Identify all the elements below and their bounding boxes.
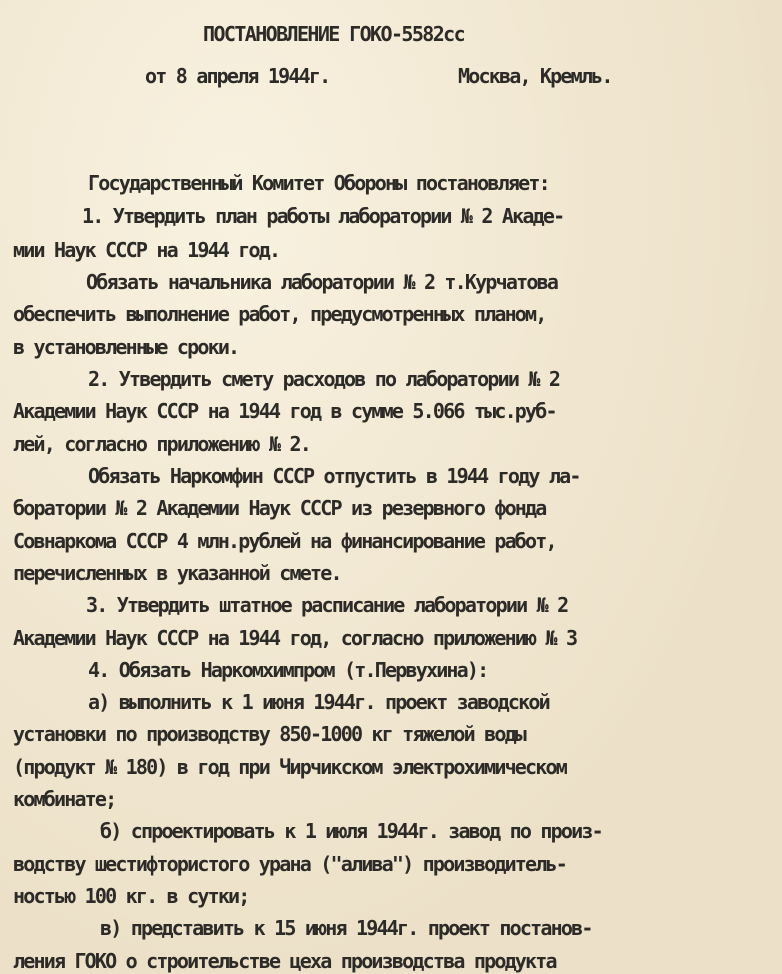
text-line: 2. Утвердить смету расходов по лаборатории № 2 (88, 367, 560, 391)
text-line: ностью 100 кг. в сутки; (13, 884, 249, 908)
text-line: в установленные сроки. (13, 335, 239, 359)
text-line: 1. Утвердить план работы лаборатории № 2 Акаде- (82, 204, 564, 228)
text-line: 4. Обязать Наркомхимпром (т.Первухина): (88, 658, 488, 682)
text-line: 3. Утвердить штатное расписание лаборатории № 2 (86, 593, 568, 617)
text-line: ления ГОКО о строительстве цеха производства продукта (13, 949, 556, 973)
document-place: Москва, Кремль. (458, 64, 612, 88)
document-date: от 8 апреля 1944г. (145, 64, 330, 88)
text-line: боратории № 2 Академии Наук СССР из резервного фонда (13, 496, 546, 520)
text-line: перечисленных в указанной смете. (13, 561, 341, 585)
text-line: комбинате; (13, 787, 116, 811)
text-line: Обязать Наркомфин СССР отпустить в 1944 году ла- (88, 464, 580, 488)
text-line: обеспечить выполнение работ, предусмотренных планом, (13, 302, 546, 326)
text-line: мии Наук СССР на 1944 год. (13, 238, 280, 262)
text-line: Академии Наук СССР на 1944 год, согласно приложению № 3 (13, 626, 577, 650)
text-line: а) выполнить к 1 июня 1944г. проект заводской (88, 690, 549, 714)
text-line: лей, согласно приложению № 2. (13, 432, 310, 456)
text-line: б) спроектировать к 1 июля 1944г. завод по произ- (100, 819, 602, 843)
text-line: в) представить к 15 июня 1944г. проект постанов- (100, 916, 592, 940)
text-line: Совнаркома СССР 4 млн.рублей на финансирование работ, (13, 529, 556, 553)
document-title: ПОСТАНОВЛЕНИЕ ГОКО-5582сс (203, 22, 465, 46)
intro-line: Государственный Комитет Обороны постановляет: (88, 171, 549, 195)
text-line: Обязать начальника лаборатории № 2 т.Курчатова (86, 270, 558, 294)
text-line: Академии Наук СССР на 1944 год в сумме 5.066 тыс.руб- (13, 399, 556, 423)
text-line: водству шестифтористого урана ("алива") производитель- (13, 852, 567, 876)
text-line: установки по производству 850-1000 кг тяжелой воды (13, 722, 526, 746)
text-line: (продукт № 180) в год при Чирчикском электрохимическом (13, 755, 567, 779)
